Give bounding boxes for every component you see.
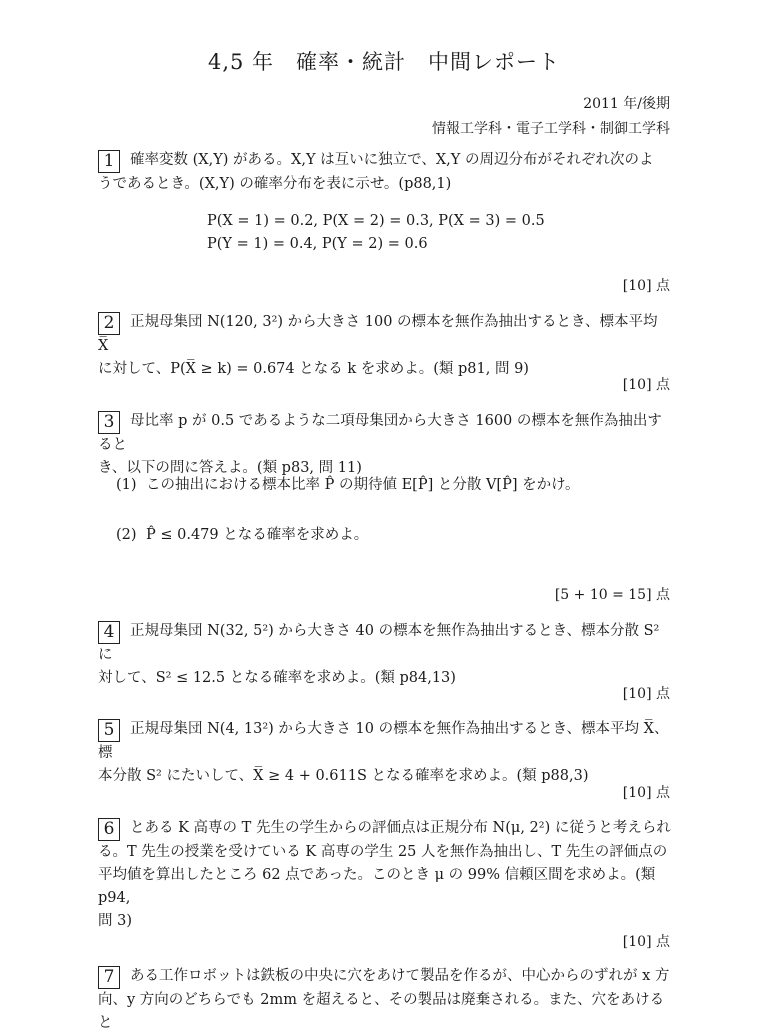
departments: 情報工学科・電子工学科・制御工学科: [432, 121, 670, 137]
problem-4-line-2: 対して、S² ≤ 12.5 となる確率を求めよ。(類 p84,13): [98, 670, 456, 686]
subquestion-label: (1): [116, 477, 137, 493]
problem-number-box: 1: [98, 150, 120, 173]
year-term: 2011 年/後期: [583, 96, 670, 112]
problem-5: [98, 718, 672, 788]
problem-number-box: 6: [98, 818, 120, 841]
problem-7: [98, 965, 672, 1035]
problem-3-line-2: き、以下の問に答えよ。(類 p83, 問 11): [98, 460, 362, 476]
problem-4-score: [10] 点: [622, 686, 670, 702]
problem-text: 正規母集団 N(4, 13²) から大きさ 10 の標本を無作為抽出するとき、標本平均 X̅、標: [98, 721, 669, 761]
problem-6-line-1: [98, 817, 672, 841]
subquestion-text: この抽出における標本比率 P̂ の期待値 E[P̂] と分散 V[P̂] をかけ。: [146, 477, 580, 493]
problem-1-equation-1: P(X = 1) = 0.2, P(X = 2) = 0.3, P(X = 3) = 0.5: [207, 213, 545, 229]
problem-text: とある K 高専の T 先生の学生からの評価点は正規分布 N(μ, 2²) に従うと考えられ: [130, 820, 671, 836]
problem-5-line-2: 本分散 S² にたいして、X̅ ≥ 4 + 0.611S となる確率を求めよ。(類 p88,3): [98, 768, 589, 784]
problem-1: [98, 149, 672, 196]
problem-number-box: 7: [98, 966, 120, 989]
problem-3: [98, 410, 672, 480]
problem-3-subquestion-1: [116, 473, 580, 494]
problem-2-score: [10] 点: [622, 377, 670, 393]
problem-1-line-2: うであるとき。(X,Y) の確率分布を表に示せ。(p88,1): [98, 176, 452, 192]
problem-7-line-1: [98, 965, 672, 989]
problem-text: 正規母集団 N(32, 5²) から大きさ 40 の標本を無作為抽出するとき、標本分散 S² に: [98, 623, 660, 663]
problem-number-box: 3: [98, 411, 120, 434]
problem-number-box: 5: [98, 719, 120, 742]
problem-number-box: 4: [98, 621, 120, 644]
subquestion-text: P̂ ≤ 0.479 となる確率を求めよ。: [146, 527, 369, 543]
problem-3-subquestion-2: [116, 523, 368, 544]
problem-6-line-4: 問 3): [98, 913, 132, 929]
problem-2-line-2: に対して、P(X̅ ≥ k) = 0.674 となる k を求めよ。(類 p81, 問 9): [98, 361, 529, 377]
problem-6-score: [10] 点: [622, 934, 670, 950]
problem-2: [98, 311, 672, 381]
problem-text: 確率変数 (X,Y) がある。X,Y は互いに独立で、X,Y の周辺分布がそれぞれ次のよ: [130, 152, 654, 168]
problem-5-line-1: [98, 718, 672, 765]
problem-2-line-1: [98, 311, 672, 358]
problem-7-line-2: 向、y 方向のどちらでも 2mm を超えると、その製品は廃棄される。また、穴をあけると: [98, 992, 665, 1031]
problem-3-score: [5 + 10 = 15] 点: [554, 587, 670, 603]
problem-3-line-1: [98, 410, 672, 457]
problem-6-line-3: 平均値を算出したところ 62 点であった。このとき μ の 99% 信頼区間を求めよ。(類 p94,: [98, 867, 656, 906]
problem-5-score: [10] 点: [622, 785, 670, 801]
page-title: 4,5 年 確率・統計 中間レポート: [207, 50, 561, 74]
problem-4-line-1: [98, 620, 672, 667]
problem-6-line-2: る。T 先生の授業を受けている K 高専の学生 25 人を無作為抽出し、T 先生の評価点の: [98, 844, 668, 860]
problem-text: 正規母集団 N(120, 3²) から大きさ 100 の標本を無作為抽出するとき、標本平均 X̅: [98, 314, 658, 354]
problem-6: [98, 817, 672, 933]
problem-text: 母比率 p が 0.5 であるような二項母集団から大きさ 1600 の標本を無作為抽出すると: [98, 413, 662, 453]
problem-text: ある工作ロボットは鉄板の中央に穴をあけて製品を作るが、中心からのずれが x 方: [130, 968, 670, 984]
subquestion-label: (2): [116, 527, 137, 543]
problem-4: [98, 620, 672, 690]
problem-1-line-1: [98, 149, 672, 173]
problem-1-equation-2: P(Y = 1) = 0.4, P(Y = 2) = 0.6: [207, 236, 428, 252]
problem-number-box: 2: [98, 312, 120, 335]
problem-1-score: [10] 点: [622, 278, 670, 294]
